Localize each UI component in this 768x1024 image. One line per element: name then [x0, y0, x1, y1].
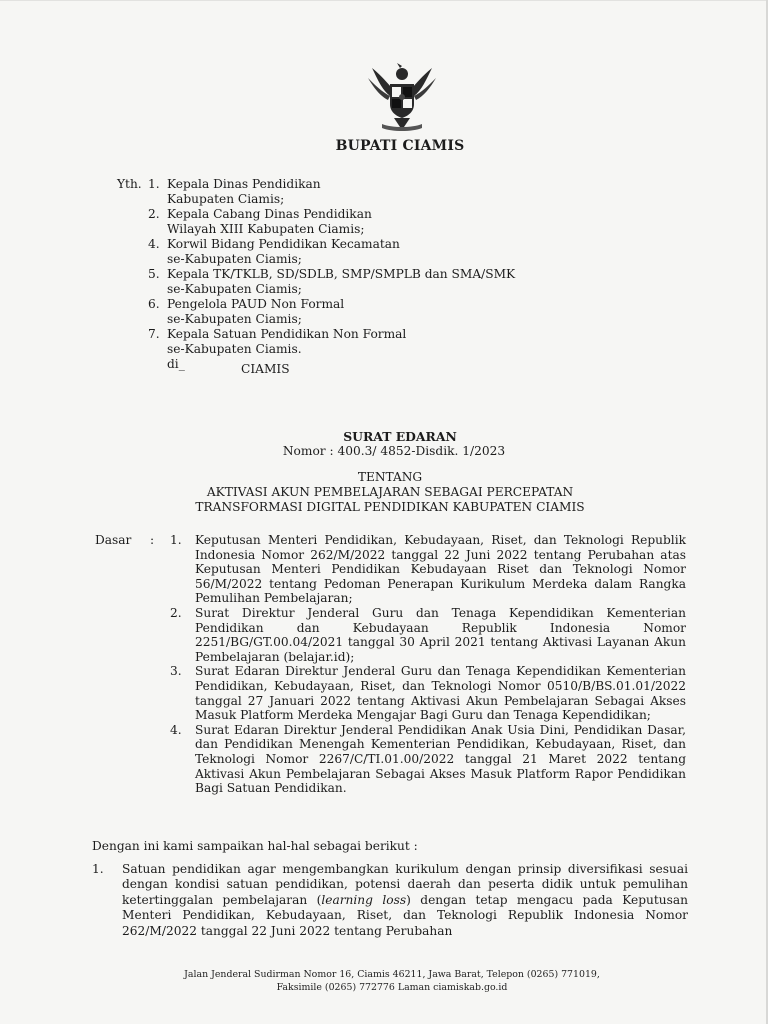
- addressee-line2: se-Kabupaten Ciamis;: [167, 312, 302, 326]
- garuda-emblem-icon: [364, 60, 440, 134]
- body-text-italic: learning loss: [321, 892, 407, 907]
- addressee-num: 1.: [148, 177, 160, 191]
- addressee-line1: Kepala TK/TKLB, SD/SDLB, SMP/SMPLB dan SMA/SMK: [167, 267, 516, 281]
- addressee-line2: se-Kabupaten Ciamis;: [167, 282, 302, 296]
- addressee-num: 7.: [148, 327, 160, 341]
- addressee-num: 2.: [148, 207, 160, 221]
- footer-address: Jalan Jenderal Sudirman Nomor 16, Ciamis 46211, Jawa Barat, Telepon (0265) 771019,: [184, 969, 600, 980]
- addressee-num: 4.: [148, 237, 160, 251]
- addressee-city: CIAMIS: [241, 362, 290, 376]
- addressee-list: [148, 177, 515, 357]
- issuer-title: BUPATI CIAMIS: [335, 138, 465, 154]
- dasar-text: Surat Direktur Jenderal Guru dan Tenaga Kependidikan Kementerian Pendidikan dan Kebudayaan Republik Indonesia Nomor 2251/BG/GT.00.04/2021 tanggal 30 April 2021 tentang Aktivasi Layanan Akun Pembelajaran (belajar.id);: [195, 605, 686, 664]
- dasar-item: [170, 533, 686, 606]
- addressee-line2: Kabupaten Ciamis;: [167, 192, 285, 206]
- dasar-label: Dasar: [95, 533, 132, 547]
- addressee-item: [148, 177, 515, 207]
- body-item-text: [122, 862, 688, 939]
- page-top-edge: [0, 0, 768, 1]
- circular-number: Nomor : 400.3/ 4852-Disdik. 1/2023: [282, 444, 506, 458]
- body-item: [92, 862, 688, 939]
- dasar-text: Surat Edaran Direktur Jenderal Pendidikan Anak Usia Dini, Pendidikan Dasar, dan Pendidikan Menengah Kementerian Pendidikan, Kebudayaan, Riset, dan Teknologi Nomor 2267/C/TI.01.00/2022 tanggal 21 Maret 2022 tentang Aktivasi Akun Pembelajaran Sebagai Akses Masuk Platform Rapor Pendidikan Bagi Satuan Pendidikan.: [195, 722, 686, 796]
- body-text-part1: Satuan pendidikan agar mengembangkan kurikulum dengan prinsip diversifikasi sesuai dengan kondisi satuan pendidikan, potensi daerah dan peserta didik untuk pemulihan ketertinggalan pembelajaran (: [122, 862, 688, 907]
- dasar-text: Keputusan Menteri Pendidikan, Kebudayaan, Riset, dan Teknologi Republik Indonesia Nomor 262/M/2022 tanggal 22 Juni 2022 tentang Perubahan atas Keputusan Menteri Pendidikan Kebudayaan Riset dan Teknologi Nomor 56/M/2022 tentang Pedoman Penerapan Kurikulum Merdeka dalam Rangka Pemulihan Pembelajaran;: [195, 533, 686, 606]
- addressee-num: 5.: [148, 267, 160, 281]
- dasar-list: [170, 533, 686, 796]
- dasar-item: [170, 723, 686, 796]
- circular-subject: [0, 485, 768, 515]
- addressee-di: di_: [167, 357, 185, 371]
- addressee-num: 6.: [148, 297, 160, 311]
- body-item-num: 1.: [92, 862, 104, 876]
- dasar-num: 3.: [170, 664, 182, 679]
- body-intro: Dengan ini kami sampaikan hal-hal sebagai berikut :: [92, 839, 418, 853]
- addressee-line1: Kepala Satuan Pendidikan Non Formal: [167, 327, 407, 341]
- dasar-item: [170, 606, 686, 664]
- addressee-line1: Korwil Bidang Pendidikan Kecamatan: [167, 237, 400, 251]
- dasar-item: [170, 664, 686, 722]
- dasar-num: 4.: [170, 722, 182, 737]
- circular-subject-line2: TRANSFORMASI DIGITAL PENDIDIKAN KABUPATEN CIAMIS: [195, 500, 585, 514]
- dasar-num: 1.: [170, 533, 182, 547]
- circular-subject-line1: AKTIVASI AKUN PEMBELAJARAN SEBAGAI PERCEPATAN: [206, 485, 574, 499]
- addressee-line2: se-Kabupaten Ciamis;: [167, 252, 302, 266]
- addressee-item: [148, 297, 515, 327]
- addressee-line1: Pengelola PAUD Non Formal: [167, 297, 345, 311]
- body-text-part2: ) dengan tetap mengacu pada Keputusan Menteri Pendidikan, Kebudayaan, Riset, dan Teknologi Republik Indonesia Nomor 262/M/2022 tanggal 22 Juni 2022 tentang Perubahan: [122, 892, 688, 938]
- dasar-num: 2.: [170, 605, 182, 620]
- letterhead-footer: [0, 968, 768, 994]
- addressee-item: [148, 267, 515, 297]
- dasar-colon: :: [150, 533, 155, 547]
- dasar-text: Surat Edaran Direktur Jenderal Guru dan Tenaga Kependidikan Kementerian Pendidikan, Kebudayaan, Riset, dan Teknologi Nomor 0510/B/BS.01.01/2022 tanggal 27 Januari 2022 tentang Aktivasi Akun Pembelajaran Sebagai Akses Masuk Platform Merdeka Mengajar Bagi Guru dan Tenaga Kependidikan;: [195, 664, 686, 723]
- addressee-label: Yth.: [117, 177, 142, 191]
- addressee-item: [148, 327, 515, 357]
- addressee-line2: Wilayah XIII Kabupaten Ciamis;: [167, 222, 365, 236]
- addressee-item: [148, 207, 515, 237]
- addressee-item: [148, 237, 515, 267]
- footer-contact: Faksimile (0265) 772776 Laman ciamiskab.go.id: [276, 982, 508, 993]
- addressee-line1: Kepala Cabang Dinas Pendidikan: [167, 207, 372, 221]
- circular-tentang: TENTANG: [357, 470, 423, 484]
- addressee-line1: Kepala Dinas Pendidikan: [167, 177, 321, 191]
- addressee-line2: se-Kabupaten Ciamis.: [167, 342, 302, 356]
- circular-title: SURAT EDARAN: [343, 429, 457, 444]
